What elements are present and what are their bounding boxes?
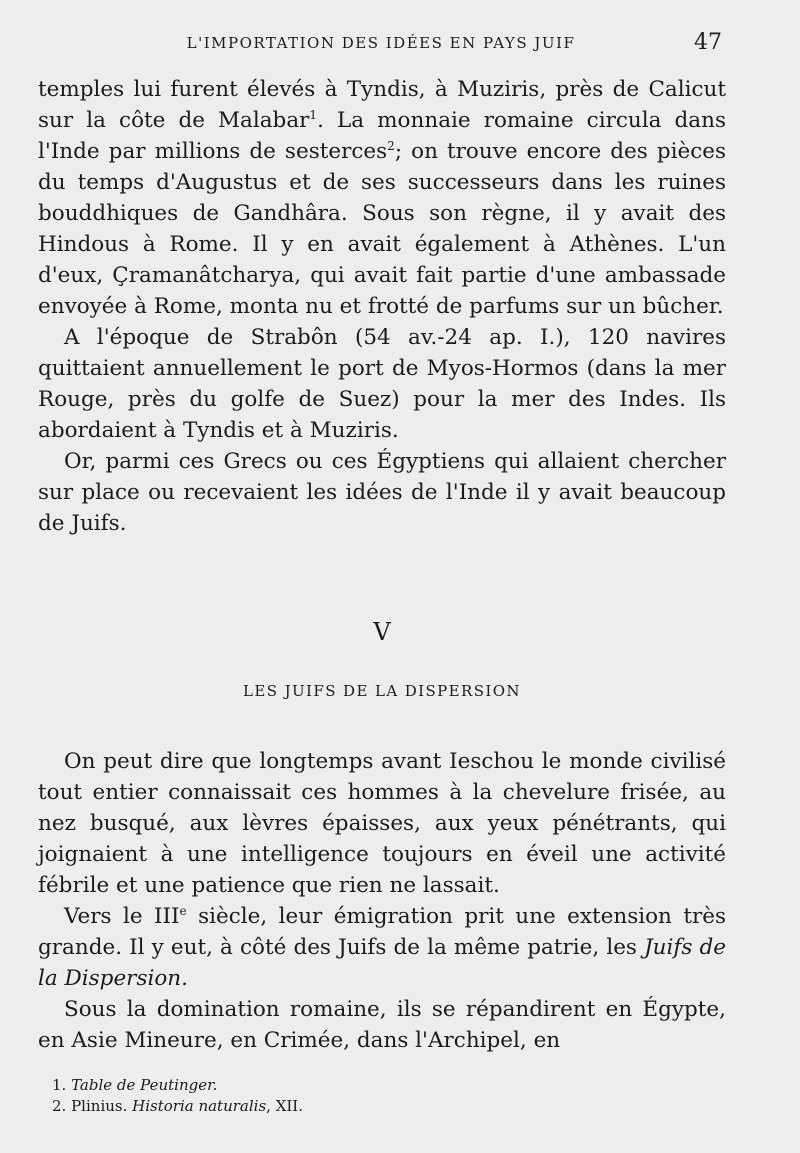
paragraph: On peut dire que longtemps avant Ieschou le monde civilisé tout entier connaissait ces hommes à la chevelure frisée, au nez busqué, aux lèvres épaisses, aux yeux pénétrants, qui joignaient à une intelligence toujours en éveil une activité fébrile et une patience que rien ne lassait. (38, 749, 726, 898)
section-numeral: V (373, 618, 391, 646)
body-text-bottom (38, 746, 726, 1056)
century-numeral: III (154, 904, 180, 929)
section-title: LES JUIFS DE LA DISPERSION (243, 682, 521, 700)
paragraph: Sous la domination romaine, ils se répandirent en Égypte, en Asie Mineure, en Crimée, dans l'Archipel, en (38, 997, 726, 1053)
footnote: 1. Table de Peutinger. (52, 1076, 218, 1094)
footnote-ref: 2 (387, 138, 395, 153)
page-number: 47 (694, 30, 722, 55)
paragraph: temples lui furent élevés à Tyndis, à Muziris, près de Calicut sur la côte de Malabar$^1$. La monnaie romaine circula dans l'Inde par millions de sesterces$^2$; on trouve encore des pièces du temps d'Augustus et de ses successeurs dans les ruines bouddhiques de Gandhâra. Sous son règne, il y avait des Hindous à Rome. Il y en avait également à Athènes. L'un d'eux, Çramanâtcharya, qui avait fait partie d'une ambassade envoyée à Rome, monta nu et frotté de parfums sur un bûcher. (38, 77, 726, 319)
paragraph: Vers le IIIe siècle, leur émigration prit une extension très grande. Il y eut, à côté des Juifs de la même patrie, les Juifs de la Dispersion. (38, 903, 727, 991)
footnotes (52, 1075, 712, 1117)
footnote: 2. Plinius. Historia naturalis, XII. (52, 1097, 303, 1115)
footnote-ref: 1 (309, 107, 318, 122)
body-text-top (38, 74, 726, 539)
running-title: L'IMPORTATION DES IDÉES EN PAYS JUIF (186, 34, 576, 52)
italic-term: Juifs de la Dispersion. (38, 935, 726, 991)
paragraph: Or, parmi ces Grecs ou ces Égyptiens qui allaient chercher sur place ou recevaient les idées de l'Inde il y avait beaucoup de Juifs. (38, 449, 726, 536)
paragraph: A l'époque de Strabôn (54 av.-24 ap. I.), 120 navires quittaient annuellement le port de Myos-Hormos (dans la mer Rouge, près du golfe de Suez) pour la mer des Indes. Ils abordaient à Tyndis et à Muziris. (38, 325, 726, 443)
